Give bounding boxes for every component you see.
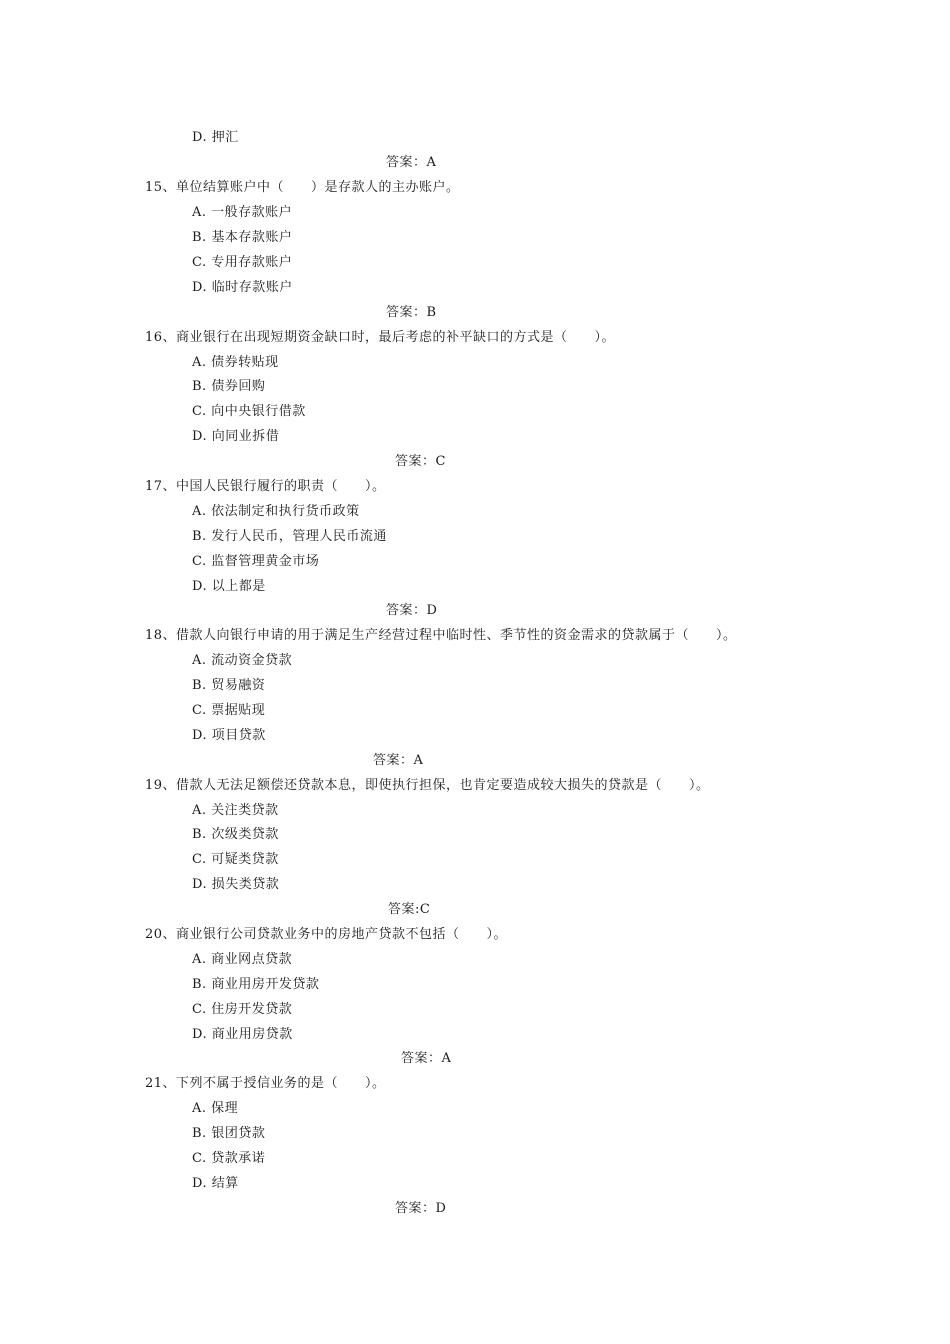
answer-line: 答案：D <box>386 603 438 618</box>
answer-line: 答案:C <box>388 902 431 917</box>
option-line: C. 向中央银行借款 <box>192 404 306 419</box>
option-line: D. 商业用房贷款 <box>192 1027 293 1042</box>
option-line: B. 贸易融资 <box>192 678 266 693</box>
question-15: 15、单位结算账户中（ ）是存款人的主办账户。 <box>145 180 460 195</box>
option-line: D. 向同业拆借 <box>192 429 280 444</box>
option-line: C. 住房开发贷款 <box>192 1002 293 1017</box>
option-line: B. 次级类贷款 <box>192 827 279 842</box>
answer-line: 答案：A <box>401 1051 452 1066</box>
answer-line: 答案：B <box>386 305 437 320</box>
option-line: D. 以上都是 <box>192 579 266 594</box>
option-line: B. 商业用房开发贷款 <box>192 977 320 992</box>
answer-line: 答案：D <box>395 1201 447 1216</box>
option-line: A. 关注类贷款 <box>192 803 279 818</box>
question-19: 19、借款人无法足额偿还贷款本息，即使执行担保，也肯定要造成较大损失的贷款是（ ）。 <box>145 778 710 793</box>
option-line: A. 流动资金贷款 <box>192 653 293 668</box>
option-line: D. 临时存款账户 <box>192 280 293 295</box>
question-21: 21、下列不属于授信业务的是（ ）。 <box>145 1076 386 1091</box>
option-line: B. 发行人民币，管理人民币流通 <box>192 529 387 544</box>
option-line: A. 依法制定和执行货币政策 <box>192 504 360 519</box>
question-16: 16、商业银行在出现短期资金缺口时，最后考虑的补平缺口的方式是（ ）。 <box>145 330 616 345</box>
option-line: D. 项目贷款 <box>192 728 266 743</box>
option-line: C. 票据贴现 <box>192 703 266 718</box>
option-line: C. 贷款承诺 <box>192 1151 266 1166</box>
option-line: C. 可疑类贷款 <box>192 852 279 867</box>
option-line: D. 押汇 <box>192 130 239 145</box>
answer-line: 答案：A <box>373 753 424 768</box>
option-line: D. 结算 <box>192 1176 239 1191</box>
question-18: 18、借款人向银行申请的用于满足生产经营过程中临时性、季节性的资金需求的贷款属于（ ）。 <box>145 628 737 643</box>
question-17: 17、中国人民银行履行的职责（ ）。 <box>145 479 386 494</box>
option-line: D. 损失类贷款 <box>192 877 280 892</box>
option-line: A. 一般存款账户 <box>192 205 293 220</box>
option-line: B. 银团贷款 <box>192 1126 266 1141</box>
option-line: A. 债券转贴现 <box>192 355 279 370</box>
answer-line: 答案：C <box>395 454 446 469</box>
option-line: B. 债券回购 <box>192 379 266 394</box>
option-line: C. 专用存款账户 <box>192 255 293 270</box>
option-line: A. 保理 <box>192 1101 239 1116</box>
option-line: A. 商业网点贷款 <box>192 952 293 967</box>
question-20: 20、商业银行公司贷款业务中的房地产贷款不包括（ ）。 <box>145 927 508 942</box>
option-line: C. 监督管理黄金市场 <box>192 554 320 569</box>
answer-line: 答案：A <box>386 155 437 170</box>
option-line: B. 基本存款账户 <box>192 230 293 245</box>
